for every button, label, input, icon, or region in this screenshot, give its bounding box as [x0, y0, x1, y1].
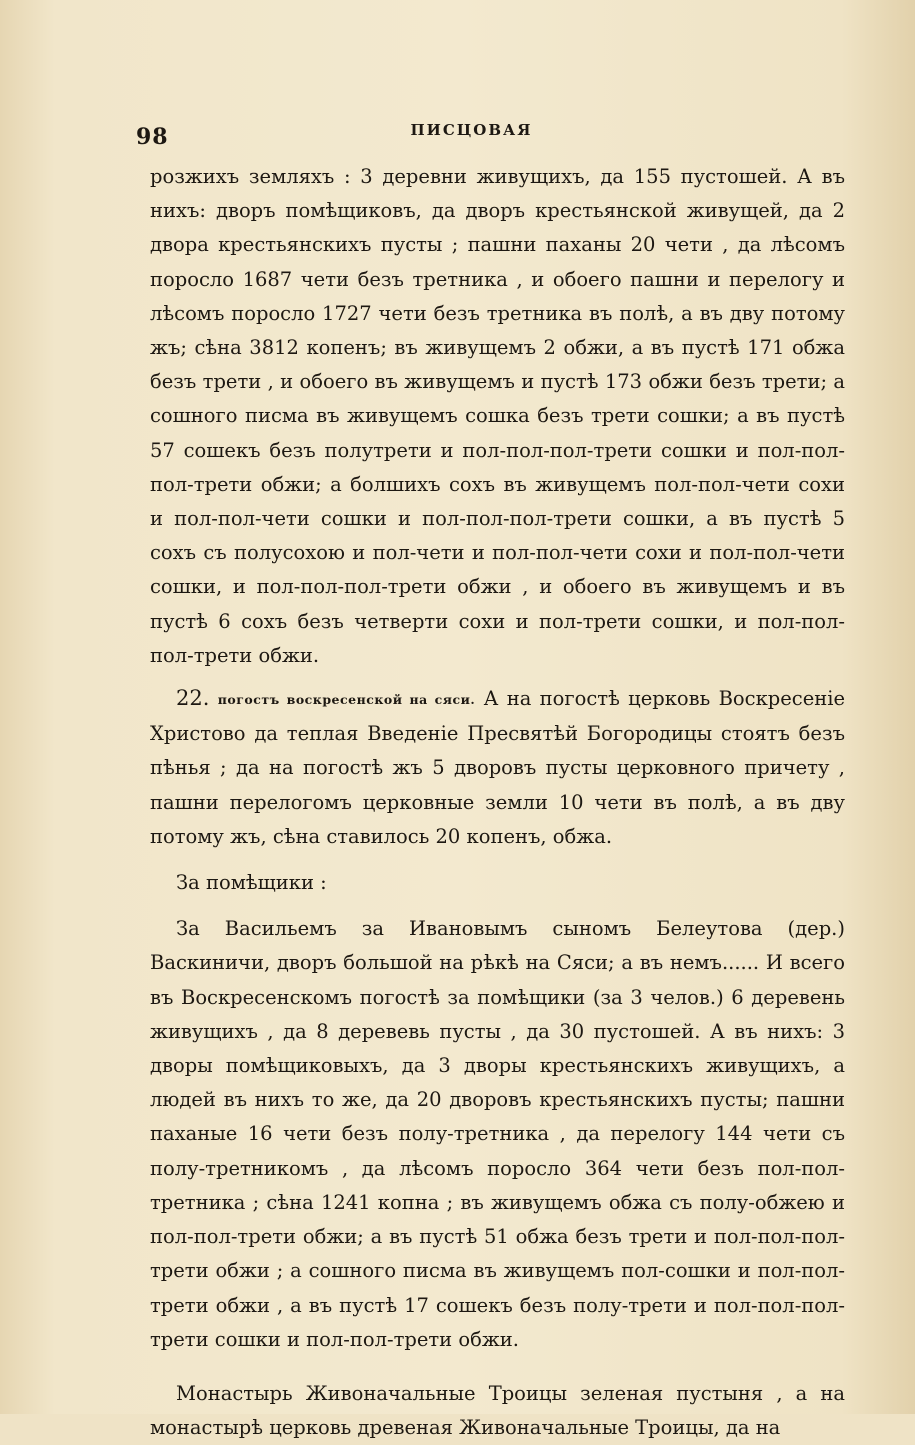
paragraph-gap	[150, 673, 845, 681]
paragraph-item-22	[150, 681, 845, 854]
paragraph-gap	[150, 1357, 845, 1377]
item-text: А на погостѣ церковь Воскресеніе Христово да теплая Введеніе Пресвятѣй Богородицы стоятъ безъ пѣнья ; да на погостѣ жъ 5 дворовъ пусты церковного причету , пашни перелогомъ церковные земли 10 чети въ полѣ, а въ дву потому жъ, сѣна ставилось 20 копенъ, обжа.	[150, 687, 846, 848]
item-heading: погостъ воскресенской на сяси.	[217, 692, 476, 708]
paragraph-vasilev: За Васильемъ за Ивановымъ сыномъ Белеутова (дер.) Васкиничи, дворъ большой на рѣкѣ на Сяси; а въ немъ...... И всего въ Воскресенскомъ погостѣ за помѣщики (за 3 челов.) 6 деревень живущихъ , да 8 деревевь пусты , да 30 пустошей. А въ нихъ: 3 дворы помѣщиковыхъ, да 3 дворы крестьянскихъ живущихъ, а людей въ нихъ то же, да 20 дворовъ крестьянскихъ пусты; пашни паханые 16 чети безъ полу-третника , да перелогу 144 чети съ полу-третникомъ , да лѣсомъ поросло 364 чети безъ пол-пол-третника ; сѣна 1241 копна ; въ живущемъ обжа съ полу-обжею и пол-пол-трети обжи; а въ пустѣ 51 обжа безъ трети и пол-пол-пол-трети обжи ; а сошного писма въ живущемъ пол-сошки и пол-пол-трети обжи , а въ пустѣ 17 сошекъ безъ полу-трети и пол-пол-пол-трети сошки и пол-пол-трети обжи.	[150, 917, 845, 1351]
paragraph-gap	[150, 900, 845, 912]
paragraph-gap	[150, 854, 845, 866]
running-head	[0, 121, 915, 139]
paragraph-pomeshchiki-heading: За помѣщики :	[176, 871, 327, 895]
page-number: 98	[136, 124, 169, 150]
item-number: 22.	[176, 686, 210, 711]
paragraph-monastyr: Монастырь Живоначальные Троицы зеленая пустыня , а на монастырѣ церковь древеная Живоначальные Троицы, да на	[150, 1381, 845, 1440]
running-head-text: ПИСЦОВАЯ	[410, 121, 533, 139]
paragraph-rozzhikh: розжихъ земляхъ : 3 деревни живущихъ, да 155 пустошей. А въ нихъ: дворъ помѣщиковъ, да дворъ крестьянской живущей, да 2 двора крестьянскихъ пусты ; пашни паханы 20 чети , да лѣсомъ поросло 1687 чети безъ третника , и обоего пашни и перелогу и лѣсомъ поросло 1727 чети безъ третника въ полѣ, а въ дву потому жъ; сѣна 3812 копенъ; въ живущемъ 2 обжи, а въ пустѣ 171 обжа безъ трети , и обоего въ живущемъ и пустѣ 173 обжи безъ трети; а сошного писма въ живущемъ сошка безъ трети сошки; а въ пустѣ 57 сошекъ безъ полутрети и пол-пол-пол-трети сошки и пол-пол-пол-трети обжи; а болшихъ сохъ въ живущемъ пол-пол-чети сохи и пол-пол-чети сошки и пол-пол-пол-трети сошки, а въ пустѣ 5 сохъ съ полусохою и пол-чети и пол-пол-чети сохи и пол-пол-чети сошки, и пол-пол-пол-трети обжи , и обоего въ живущемъ и въ пустѣ 6 сохъ безъ четверти сохи и пол-трети сошки, и пол-пол-пол-трети обжи.	[150, 165, 845, 667]
body-text	[150, 160, 845, 1445]
